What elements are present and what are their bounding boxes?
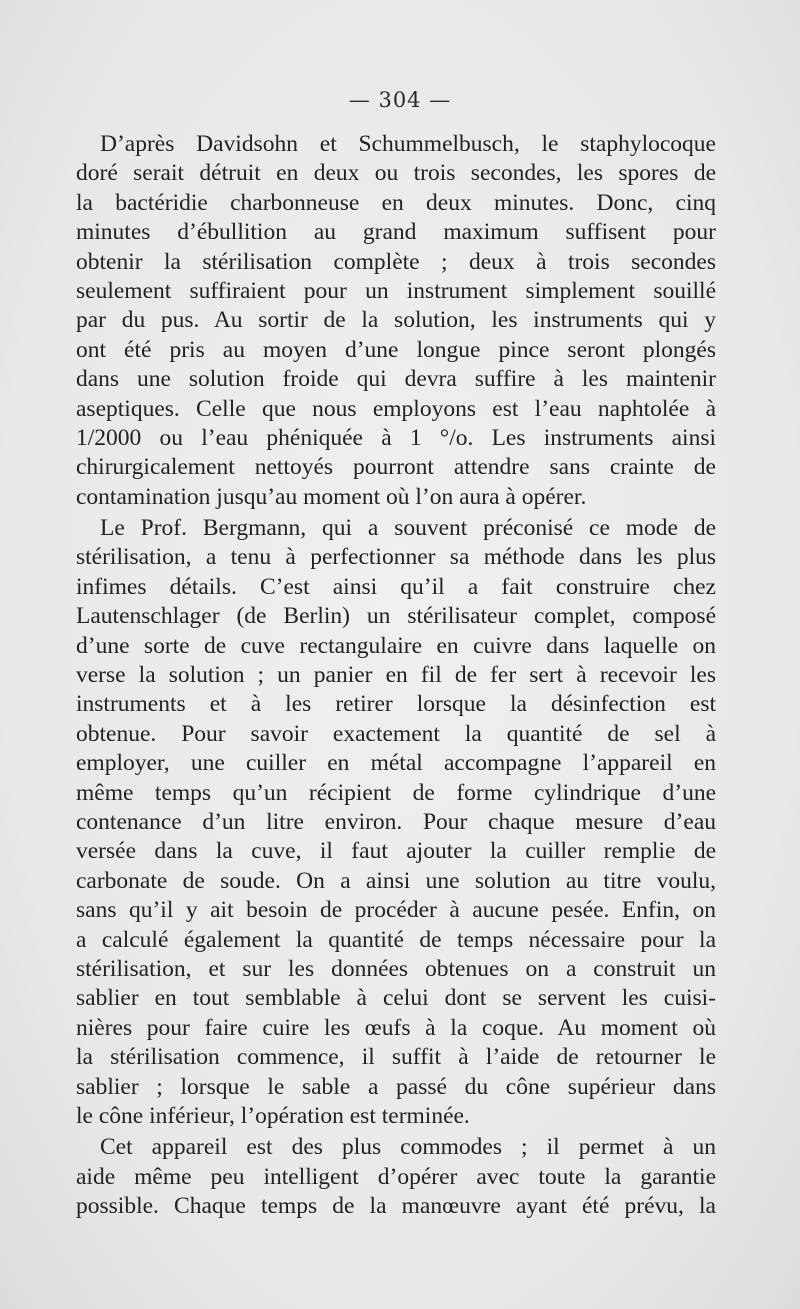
page-number: — 304 —	[348, 88, 452, 112]
text-line: verse la solution ; un panier en fil de fer sert à recevoir les	[76, 662, 716, 689]
text-line: par du pus. Au sortir de la solution, les instruments qui y	[76, 307, 716, 334]
text-line: possible. Chaque temps de la manœuvre ayant été prévu, la	[76, 1193, 716, 1220]
text-line: dans une solution froide qui devra suffire à les maintenir	[76, 366, 716, 393]
text-line: même temps qu’un récipient de forme cylindrique d’une	[76, 779, 716, 806]
text-line: le cône inférieur, l’opération est terminée.	[76, 1102, 470, 1129]
text-line: minutes d’ébullition au grand maximum suffisent pour	[76, 219, 716, 246]
text-line: employer, une cuiller en métal accompagne l’appareil en	[76, 750, 716, 777]
paragraph-1	[76, 130, 716, 512]
text-line: aseptiques. Celle que nous employons est l’eau naphtolée à	[76, 395, 716, 422]
text-line: nières pour faire cuire les œufs à la coque. Au moment où	[76, 1014, 716, 1041]
paragraph-3	[76, 1133, 716, 1221]
text-line: stérilisation, et sur les données obtenues on a construit un	[76, 955, 716, 982]
text-line: a calculé également la quantité de temps nécessaire pour la	[76, 926, 716, 953]
text-line: sans qu’il y ait besoin de procéder à aucune pesée. Enfin, on	[76, 897, 716, 924]
text-line: doré serait détruit en deux ou trois secondes, les spores de	[76, 160, 716, 187]
text-line: la bactéridie charbonneuse en deux minutes. Donc, cinq	[76, 189, 716, 216]
body-text	[76, 130, 716, 1221]
text-line: chirurgicalement nettoyés pourront attendre sans crainte de	[76, 454, 716, 481]
text-line: obtenir la stérilisation complète ; deux à trois secondes	[76, 248, 716, 275]
text-line: stérilisation, a tenu à perfectionner sa méthode dans les plus	[76, 544, 716, 571]
text-line: Lautenschlager (de Berlin) un stérilisateur complet, composé	[76, 603, 716, 630]
text-line: infimes détails. C’est ainsi qu’il a fait construire chez	[76, 573, 716, 600]
text-line: sablier en tout semblable à celui dont se servent les cuisi-	[76, 985, 716, 1012]
text-line: Cet appareil est des plus commodes ; il permet à un	[100, 1134, 716, 1161]
text-line: instruments et à les retirer lorsque la désinfection est	[76, 691, 716, 718]
text-line: contamination jusqu’au moment où l’on aura à opérer.	[76, 483, 587, 510]
text-line: obtenue. Pour savoir exactement la quantité de sel à	[76, 720, 716, 747]
text-line: seulement suffiraient pour un instrument simplement souillé	[76, 277, 716, 304]
text-line: Le Prof. Bergmann, qui a souvent préconisé ce mode de	[100, 515, 716, 542]
text-line: carbonate de soude. On a ainsi une solution au titre voulu,	[76, 867, 716, 894]
text-line: d’une sorte de cuve rectangulaire en cuivre dans laquelle on	[76, 632, 716, 659]
text-line: sablier ; lorsque le sable a passé du cône supérieur dans	[76, 1073, 716, 1100]
text-line: aide même peu intelligent d’opérer avec toute la garantie	[76, 1163, 716, 1190]
text-line: la stérilisation commence, il suffit à l’aide de retourner le	[76, 1044, 716, 1071]
text-line: 1/2000 ou l’eau phéniquée à 1 °/o. Les instruments ainsi	[76, 424, 716, 451]
text-line: versée dans la cuve, il faut ajouter la cuiller remplie de	[76, 838, 716, 865]
paragraph-2	[76, 514, 716, 1131]
text-line: ont été pris au moyen d’une longue pince seront plongés	[76, 336, 716, 363]
text-line: contenance d’un litre environ. Pour chaque mesure d’eau	[76, 808, 716, 835]
text-line: D’après Davidsohn et Schummelbusch, le staphylocoque	[100, 131, 716, 157]
